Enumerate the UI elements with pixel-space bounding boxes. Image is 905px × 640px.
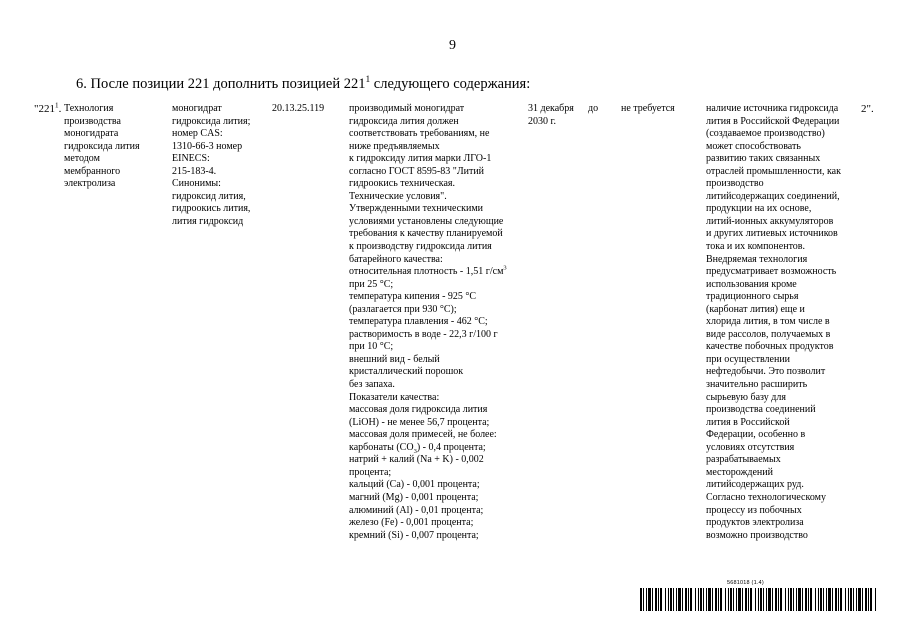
heading-superscript: 1 <box>365 75 371 86</box>
requirement-line <box>349 166 507 179</box>
requirement-line <box>349 266 507 279</box>
requirement-line <box>349 216 507 229</box>
justification-line: использования кроме <box>706 278 797 290</box>
requirement-line <box>349 241 507 254</box>
requirement-text: (LiOH) - не менее 56,7 процента; <box>349 416 490 428</box>
justification-line: отраслей промышленности, как <box>706 165 841 177</box>
technology-line: производства <box>64 115 121 127</box>
product-line: Синонимы: <box>172 178 221 190</box>
requirement-subscript: 3 <box>413 447 417 455</box>
barcode-label: 5681018 (1.4) <box>727 580 764 586</box>
requirement-text: батарейного качества: <box>349 253 443 265</box>
requirement-text: Показатели качества: <box>349 391 440 403</box>
requirement-text: при 10 °С; <box>349 341 394 353</box>
requirement-line <box>349 442 507 455</box>
requirement-text: ниже предъявляемых <box>349 140 440 152</box>
heading-text-end: следующего содержания: <box>370 76 531 92</box>
justification-line: Согласно технологическому <box>706 491 826 503</box>
requirement-line <box>349 279 507 292</box>
position-number <box>34 103 61 116</box>
product-line: моногидрат <box>172 103 222 114</box>
justification-line: значительно расширить <box>706 379 808 391</box>
requirement-line <box>349 141 507 154</box>
justification-line: и других литиевых источников <box>706 228 838 240</box>
requirement-line <box>349 178 507 191</box>
requirement-line <box>349 291 507 304</box>
technology-line: Технология <box>64 103 114 114</box>
requirement-text: карбонаты (CO <box>349 441 414 453</box>
requirement-text: согласно ГОСТ 8595-83 "Литий <box>349 165 485 177</box>
requirement-text: производимый моногидрат <box>349 103 465 114</box>
requirement-text: алюминий (Al) - 0,01 процента; <box>349 504 484 516</box>
requirement-line <box>349 404 507 417</box>
product-line: 1310-66-3 номер <box>172 140 243 152</box>
deadline-until: до <box>588 103 599 114</box>
requirement-line <box>349 417 507 430</box>
requirement-line <box>349 304 507 317</box>
justification-line: традиционного сырья <box>706 291 799 303</box>
justification-line: может способствовать <box>706 140 801 152</box>
justification-line: виде рассолов, получаемых в <box>706 328 831 340</box>
deadline-cell <box>528 103 599 128</box>
justification-line: качестве побочных продуктов <box>706 341 834 353</box>
requirement-text: температура кипения - 925 °С <box>349 291 477 303</box>
justification-line: продуктов электролиза <box>706 517 804 529</box>
justification-line: развитию таких связанных <box>706 153 821 165</box>
requirement-line <box>349 254 507 267</box>
requirement-text: растворимость в воде - 22,3 г/100 г <box>349 328 498 340</box>
justification-line: нефтедобычи. Это позволит <box>706 366 826 378</box>
requirement-text: гидроксида лития должен <box>349 115 459 127</box>
justification-line: (карбонат лития) еще и <box>706 303 805 315</box>
page-number: 9 <box>449 38 456 53</box>
justification-line: производства соединений <box>706 404 816 416</box>
justification-line: предусматривает возможность <box>706 266 837 278</box>
barcode-icon <box>640 588 880 611</box>
requirement-text: без запаха. <box>349 379 395 391</box>
requirement-line <box>349 116 507 129</box>
requirement-text: магний (Mg) - 0,001 процента; <box>349 491 479 503</box>
justification-line: Внедряемая технология <box>706 253 808 265</box>
requirement-text: процента; <box>349 466 392 478</box>
requirement-line <box>349 454 507 467</box>
requirement-line <box>349 392 507 405</box>
product-line: гидроокись лития, <box>172 203 251 215</box>
requirement-text: к гидроксиду лития марки ЛГО-1 <box>349 153 492 165</box>
justification-line: условиях отсутствия <box>706 441 795 453</box>
deadline-year: 2030 г. <box>528 115 556 127</box>
justification-line: лития в Российской <box>706 416 790 428</box>
justification-line: процессу из побочных <box>706 504 802 516</box>
requirement-text: соответствовать требованиям, не <box>349 128 490 140</box>
requirement-text: железо (Fe) - 0,001 процента; <box>349 517 474 529</box>
amendment-heading <box>76 76 530 93</box>
product-cell <box>172 103 250 228</box>
deadline-date: 31 декабря <box>528 103 574 114</box>
requirement-line <box>349 479 507 492</box>
requirement-line <box>349 366 507 379</box>
justification-line: разрабатываемых <box>706 454 781 466</box>
justification-line: сырьевую базу для <box>706 391 786 403</box>
requirement-line <box>349 341 507 354</box>
product-line: гидроксида лития; <box>172 115 251 127</box>
requirement-line <box>349 530 507 543</box>
technology-line: методом <box>64 153 100 165</box>
justification-line: производство <box>706 178 764 190</box>
technology-line: гидроксида лития <box>64 140 140 152</box>
requirement-superscript: 3 <box>503 264 507 272</box>
requirement-text-end: ) - 0,4 процента; <box>416 441 486 453</box>
product-line: гидроксид лития, <box>172 190 246 202</box>
requirement-text: условиями установлены следующие <box>349 215 504 227</box>
product-line: номер CAS: <box>172 128 223 140</box>
closing-mark-quote: ". <box>866 103 874 115</box>
justification-line: месторождений <box>706 466 773 478</box>
justification-line: при осуществлении <box>706 353 791 365</box>
requirement-line <box>349 128 507 141</box>
requirement-text: при 25 °С; <box>349 278 394 290</box>
requirement-text: массовая доля примесей, не более: <box>349 429 497 441</box>
requirement-line <box>349 329 507 342</box>
justification-line: литийсодержащих соединений, <box>706 190 840 202</box>
justification-line: хлорида лития, в том числе в <box>706 316 830 328</box>
requirement-text: относительная плотность - 1,51 г/см <box>349 266 504 278</box>
requirement-text: температура плавления - 462 °С; <box>349 316 488 328</box>
requirement-text: кристаллический порошок <box>349 366 464 378</box>
justification-line: возможно производство <box>706 529 808 541</box>
position-number-superscript: 1 <box>55 101 59 110</box>
requirement-line <box>349 103 507 116</box>
product-line: 215-183-4. <box>172 165 217 177</box>
product-line: лития гидроксид <box>172 215 244 227</box>
closing-mark-number: 2 <box>861 103 867 115</box>
closing-mark <box>861 103 874 116</box>
requirement-line <box>349 379 507 392</box>
justification-line: литий-ионных аккумуляторов <box>706 215 834 227</box>
requirement-text: массовая доля гидроксида лития <box>349 404 488 416</box>
requirement-text: требования к качеству планируемой <box>349 228 503 240</box>
requirement-line <box>349 203 507 216</box>
justification-line: (создаваемое производство) <box>706 128 825 140</box>
code-text: 20.13.25.119 <box>272 103 325 114</box>
okpd-code <box>272 103 324 116</box>
justification-line: литийсодержащих руд. <box>706 479 804 491</box>
justification-line: лития в Российской Федерации <box>706 115 840 127</box>
requirement-line <box>349 492 507 505</box>
technology-line: электролиза <box>64 178 116 190</box>
technology-cell <box>64 103 140 191</box>
requirement-text: Утвержденными техническими <box>349 203 484 215</box>
justification-line: тока и их компонентов. <box>706 241 806 253</box>
justification-line: наличие источника гидроксида <box>706 103 839 114</box>
requirement-text: гидроокись техническая. <box>349 178 456 190</box>
requirement-line <box>349 316 507 329</box>
requirements-cell <box>349 103 507 542</box>
requirement-line <box>349 429 507 442</box>
heading-text: 6. После позиции 221 дополнить позицией 221 <box>76 76 366 92</box>
requirement-line <box>349 517 507 530</box>
need-text: не требуется <box>621 103 675 114</box>
requirement-line <box>349 467 507 480</box>
requirement-text: Технические условия". <box>349 190 447 202</box>
position-number-period: . <box>58 103 62 115</box>
requirement-line <box>349 505 507 518</box>
product-line: EINECS: <box>172 153 210 165</box>
justification-cell <box>706 103 841 542</box>
technology-line: мембранного <box>64 165 121 177</box>
requirement-text: кальций (Ca) - 0,001 процента; <box>349 479 480 491</box>
requirement-text: кремний (Si) - 0,007 процента; <box>349 529 479 541</box>
requirement-line <box>349 354 507 367</box>
need-cell <box>621 103 675 116</box>
requirement-line <box>349 191 507 204</box>
requirement-text: натрий + калий (Na + K) - 0,002 <box>349 454 484 466</box>
requirement-text: (разлагается при 930 °С); <box>349 303 457 315</box>
justification-line: продукции на их основе, <box>706 203 812 215</box>
requirement-text: к производству гидроксида лития <box>349 241 492 253</box>
requirement-text: внешний вид - белый <box>349 353 440 365</box>
requirement-line <box>349 228 507 241</box>
position-number-text: "221 <box>34 103 55 115</box>
requirement-line <box>349 153 507 166</box>
justification-line: Федерации, особенно в <box>706 429 806 441</box>
technology-line: моногидрата <box>64 128 119 140</box>
